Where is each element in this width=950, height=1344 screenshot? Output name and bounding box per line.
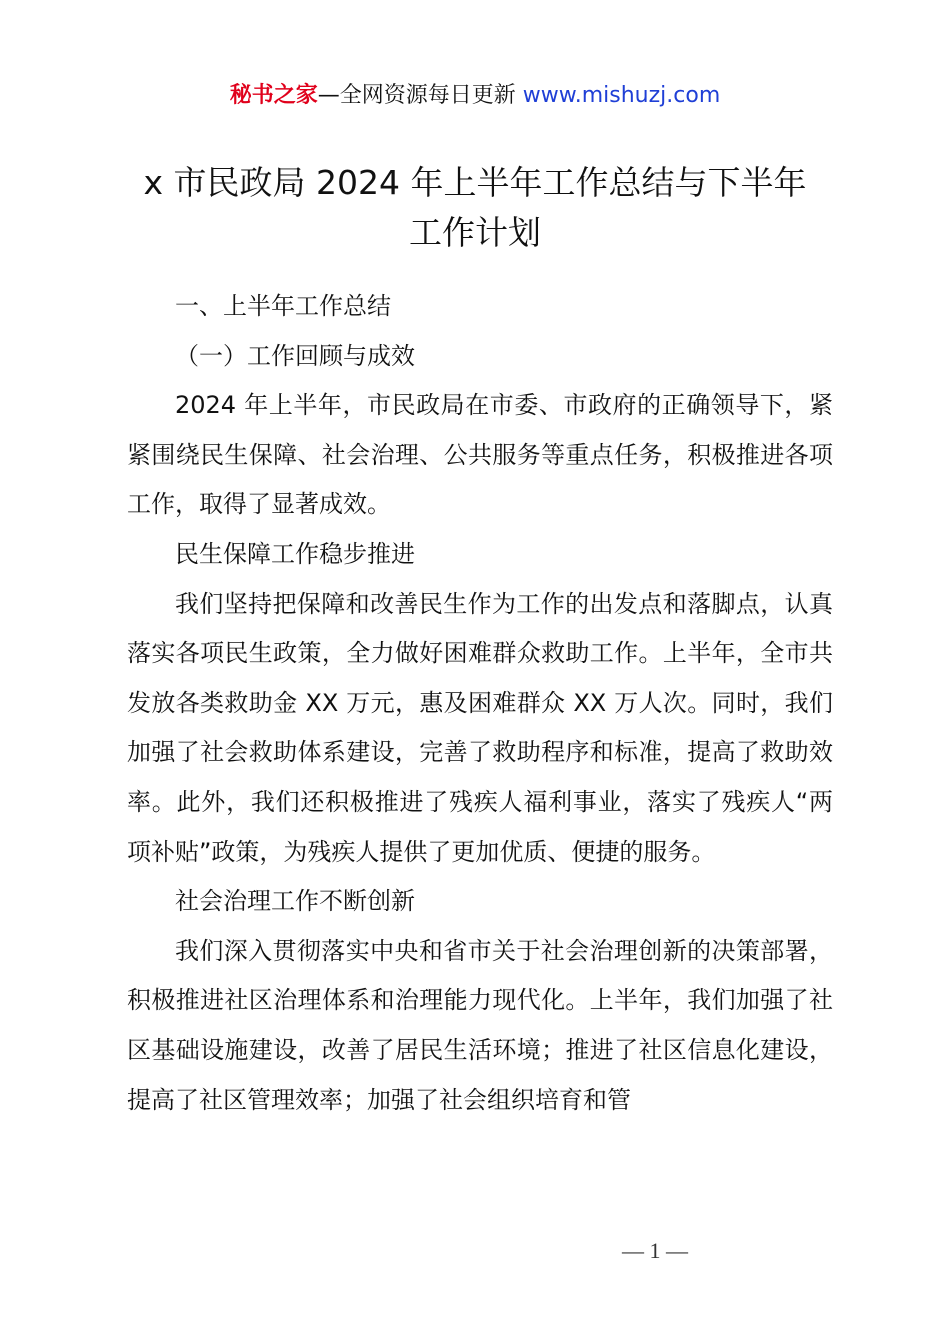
body-paragraph: 我们深入贯彻落实中央和省市关于社会治理创新的决策部署，积极推进社区治理体系和治理能力现代化。上半年，我们加强了社区基础设施建设，改善了居民生活环境；推进了社区信息化建设，提高了社区管理效率；加强了社会组织培育和管: [127, 936, 833, 1114]
brand-name: 秘书之家: [229, 83, 318, 108]
document-title: [100, 158, 850, 258]
site-url-link[interactable]: www.mishuzj.com: [522, 83, 721, 108]
topic-heading: 民生保障工作稳步推进: [175, 539, 415, 568]
body-paragraph: 我们坚持把保障和改善民生作为工作的出发点和落脚点，认真落实各项民生政策，全力做好困难群众救助工作。上半年，全市共发放各类救助金 XX 万元，惠及困难群众 XX 万人次。同时，我们加强了社会救助体系建设，完善了救助程序和标准，提高了救助效率。此外，我们还积极推进了残疾人福利事业，落实了残疾人“两项补贴”政策，为残疾人提供了更加优质、便捷的服务。: [127, 589, 833, 866]
subsection-heading: （一）工作回顾与成效: [175, 341, 415, 370]
body-paragraph: 2024 年上半年，市民政局在市委、市政府的正确领导下，紧紧围绕民生保障、社会治理、公共服务等重点任务，积极推进各项工作，取得了显著成效。: [127, 391, 833, 519]
title-line-2: 工作计划: [409, 213, 541, 252]
section-heading: 一、上半年工作总结: [175, 292, 391, 320]
site-header: [0, 80, 950, 112]
topic-heading: 社会治理工作不断创新: [175, 887, 415, 916]
document-body: [127, 282, 833, 1125]
page-footer: [0, 1238, 950, 1264]
title-line-1: x 市民政局 2024 年上半年工作总结与下半年: [143, 163, 807, 202]
header-tagline: —全网资源每日更新: [317, 83, 516, 108]
page-number: — 1 —: [622, 1238, 688, 1263]
